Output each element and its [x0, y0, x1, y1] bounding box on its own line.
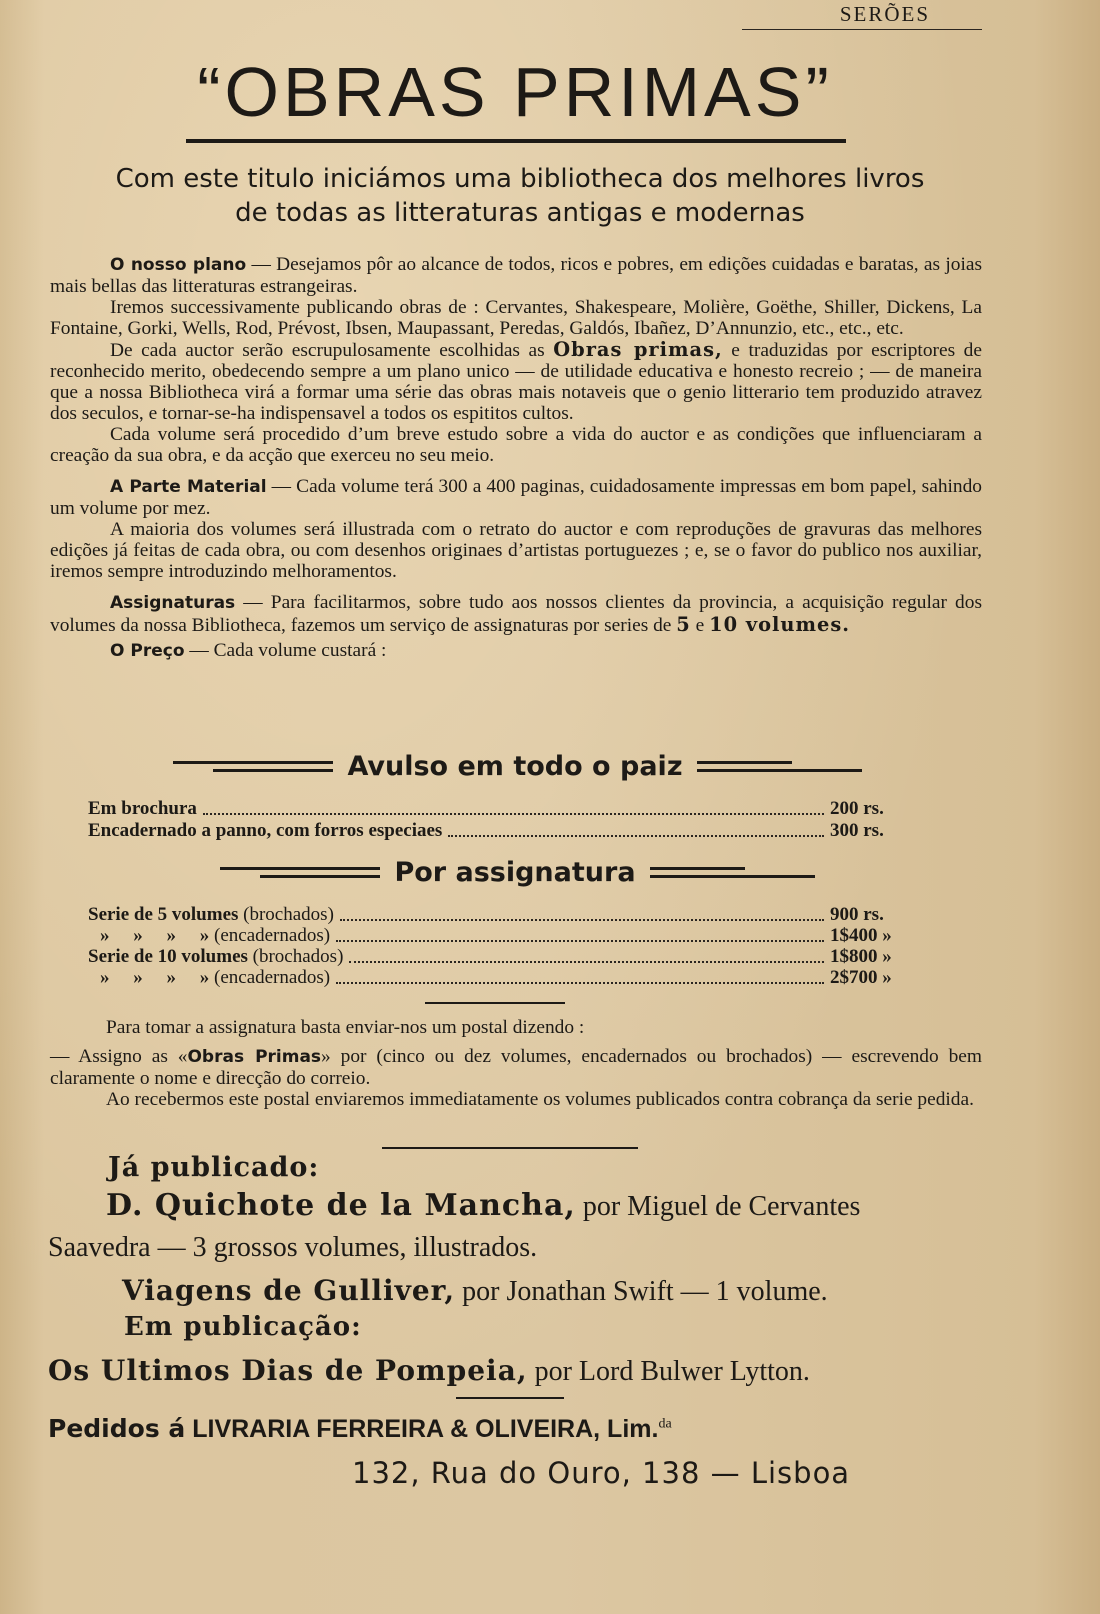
book-gulliver [122, 1274, 828, 1308]
book-title: Viagens de Gulliver, [122, 1274, 456, 1307]
address: 132, Rua do Ouro, 138 — Lisboa [352, 1456, 851, 1490]
instructions-intro: Para tomar a assignatura basta enviar-nos um postal dizendo : [106, 1017, 585, 1038]
series-label: » » » » [100, 925, 210, 946]
obras-primas-bold: Obras primas, [553, 338, 723, 361]
instructions-delivery: Ao recebermos este postal enviaremos immediatamente os volumes publicados contra cobrança da serie pedida. [106, 1089, 974, 1110]
instructions-example [50, 1046, 982, 1089]
series-10-bold: 10 volumes. [709, 613, 850, 636]
series-label: Serie de 10 volumes [88, 946, 248, 967]
price-row [88, 798, 938, 820]
price-label [88, 946, 343, 968]
material-text: — Cada volume terá 300 a 400 paginas, cuidadosamente impressas em bom papel, sahindo um volume por mez. [50, 476, 982, 519]
plano-lead: O nosso plano [110, 255, 247, 275]
price-row [88, 925, 938, 947]
orders-line [48, 1414, 672, 1444]
divider [425, 1002, 565, 1004]
book-author: por Miguel de Cervantes [575, 1191, 861, 1222]
selection-text-b: e traduzidas por escriptores de reconhecido merito, obedecendo sempre a um plano unico — de utilidade educativa e honesto recreio ; — de maneira que a nossa Bibliotheca virá a formar uma série das obras mais notaveis que o genio litterario tem produzido atravez dos seculos, e tornar-se-ha indispensavel a todos os espititos cultos. [50, 340, 982, 424]
illustration-paragraph: A maioria dos volumes será illustrada com o retrato do auctor e com reproduções de gravuras das melhores edições já feitas de cada obra, ou com desenhos originaes d’artistas portuguezes ; e, se o favor do publico nos auxiliar, iremos sempre introduzindo melhoramentos. [50, 519, 982, 582]
plano-text: — Desejamos pôr ao alcance de todos, ricos e pobres, em edições cuidadas e baratas, as joias mais bellas das litteraturas estrangeiras. [50, 254, 982, 297]
material-lead: A Parte Material [110, 477, 267, 497]
series-detail: (encadernados) [209, 925, 331, 946]
abbrev-superscript: da [658, 1416, 672, 1432]
avulso-left-rules [153, 761, 333, 775]
leader-dots [340, 919, 824, 921]
price-label [88, 967, 330, 989]
divider [456, 1397, 564, 1399]
book-quichote-details: Saavedra — 3 grossos volumes, illustrados. [48, 1232, 538, 1263]
book-author: por Jonathan Swift — 1 volume. [455, 1276, 828, 1307]
leader-dots [336, 940, 824, 942]
assignaturas-lead: Assignaturas [110, 593, 236, 613]
book-pompeia [48, 1354, 810, 1388]
price-row [88, 967, 938, 989]
price-label [88, 904, 334, 926]
divider [382, 1147, 638, 1149]
price-row [88, 904, 938, 926]
price-row [88, 820, 938, 842]
obras-primas-label: Obras Primas [187, 1047, 322, 1067]
book-quichote [106, 1188, 860, 1223]
orders-lead: Pedidos á [48, 1414, 186, 1443]
authors-paragraph: Iremos successivamente publicando obras de : Cervantes, Shakespeare, Molière, Goëthe, Shiller, Dickens, La Fontaine, Gorki, Wells, Rod, Prévost, Ibsen, Maupassant, Peredas, Galdós, Ibañez, D’Annunzio, etc., etc., etc. [50, 297, 982, 339]
page-title: “OBRAS PRIMAS” [197, 53, 833, 131]
avulso-heading-text: Avulso em todo o paiz [347, 751, 683, 782]
assignatura-left-rules [200, 867, 380, 881]
published-heading: Já publicado: [108, 1152, 320, 1183]
price-value: 200 rs. [830, 798, 884, 819]
preco-paragraph [50, 640, 982, 662]
header-rule [742, 29, 982, 30]
leader-dots [349, 961, 824, 963]
selection-text-a: De cada auctor serão escrupulosamente escolhidas as [110, 340, 554, 361]
series-detail: (brochados) [247, 946, 344, 967]
price-value: 1$400 » [830, 925, 892, 946]
assignatura-heading-text: Por assignatura [394, 857, 636, 888]
series-label: » » » » [100, 967, 210, 988]
series-detail: (encadernados) [209, 967, 331, 988]
title-rule [186, 139, 846, 143]
series-detail: (brochados) [238, 904, 334, 925]
assignatura-heading [0, 857, 1030, 888]
study-paragraph: Cada volume será procedido d’um breve estudo sobre a vida do auctor e as condições que influenciaram a creação da sua obra, e da acção que exerceu no seu meio. [50, 424, 982, 466]
running-head: SERÕES [839, 2, 930, 26]
price-row [88, 946, 938, 968]
price-label: Encadernado a panno, com forros especiaes [88, 820, 443, 841]
preco-lead: O Preço [110, 641, 185, 661]
leader-dots [336, 982, 824, 984]
avulso-right-rules [697, 761, 877, 775]
avulso-heading [0, 751, 1030, 782]
book-title: Os Ultimos Dias de Pompeia, [48, 1354, 528, 1387]
body-text [50, 254, 982, 662]
assignatura-right-rules [650, 867, 830, 881]
book-author: por Lord Bulwer Lytton. [527, 1356, 810, 1387]
book-title: D. Quichote de la Mancha, [106, 1188, 576, 1223]
price-value: 900 rs. [830, 904, 884, 925]
subtitle-line-2: de todas as litteraturas antigas e modernas [235, 198, 805, 228]
material-paragraph [50, 476, 982, 519]
price-value: 1$800 » [830, 946, 892, 967]
bookshop-name: LIVRARIA FERREIRA & OLIVEIRA, Lim. [185, 1415, 659, 1443]
leader-dots [448, 835, 824, 837]
price-value: 300 rs. [830, 820, 884, 841]
in-publication-heading: Em publicação: [124, 1312, 362, 1342]
price-label [88, 925, 330, 947]
assignaturas-text: — Para facilitarmos, sobre tudo aos nossos clientes da provincia, a acquisição regular dos volumes da nossa Bibliotheca, fazemos um serviço de assignaturas por series de [50, 592, 982, 636]
series-label: Serie de 5 volumes [88, 904, 239, 925]
assignaturas-paragraph [50, 592, 982, 636]
instructions [50, 1017, 982, 1110]
example-text-a: — Assigno as « [50, 1046, 188, 1067]
plano-paragraph [50, 254, 982, 297]
subtitle [90, 162, 950, 230]
selection-paragraph [50, 339, 982, 424]
example-text-b: » por (cinco ou dez volumes, encadernados ou brochados) — escrevendo bem claramente o nome e direcção do correio. [50, 1046, 982, 1089]
preco-text: — Cada volume custará : [184, 640, 387, 661]
series-5-bold: 5 [676, 613, 691, 636]
series-and: e [690, 615, 710, 636]
price-label: Em brochura [88, 798, 197, 819]
price-value: 2$700 » [830, 967, 892, 988]
subtitle-line-1: Com este titulo iniciámos uma bibliotheca dos melhores livros [115, 164, 925, 194]
leader-dots [203, 813, 824, 815]
